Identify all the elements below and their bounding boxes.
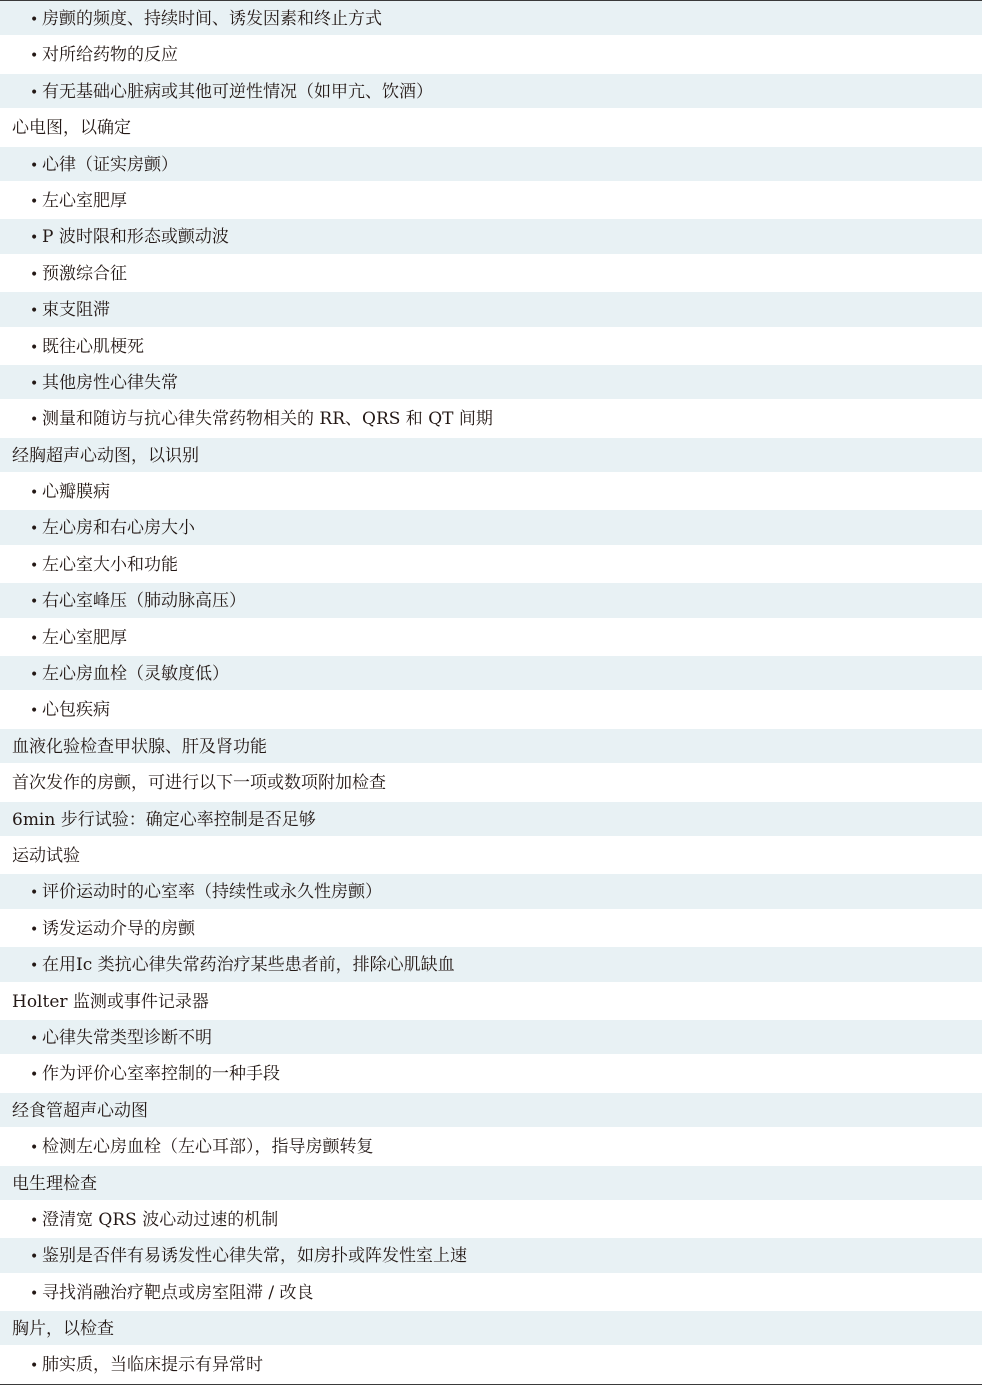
section-heading-row bbox=[0, 1093, 982, 1129]
row-text: 诱发运动介导的房颤 bbox=[42, 918, 195, 939]
row-text: 电生理检查 bbox=[12, 1173, 97, 1194]
section-heading-row bbox=[0, 1311, 982, 1347]
row-text: 寻找消融治疗靶点或房室阻滞 / 改良 bbox=[42, 1282, 314, 1303]
row-text: 运动试验 bbox=[12, 845, 80, 866]
bullet-item-row bbox=[0, 147, 982, 183]
bullet-icon: • bbox=[30, 303, 39, 320]
bullet-icon: • bbox=[30, 1358, 39, 1375]
bullet-item-row bbox=[0, 947, 982, 983]
bullet-item-row bbox=[0, 1202, 982, 1238]
section-heading-row bbox=[0, 438, 982, 474]
bullet-icon: • bbox=[30, 1067, 39, 1084]
row-text: 心电图，以确定 bbox=[12, 118, 131, 139]
bullet-icon: • bbox=[30, 48, 39, 65]
row-text: 检测左心房血栓（左心耳部），指导房颤转复 bbox=[42, 1137, 374, 1158]
section-heading-row bbox=[0, 1166, 982, 1202]
bullet-item-row bbox=[0, 1347, 982, 1383]
bullet-item-row bbox=[0, 1020, 982, 1056]
row-text: 测量和随访与抗心律失常药物相关的 RR、QRS 和 QT 间期 bbox=[42, 409, 493, 430]
row-text: 左心室肥厚 bbox=[42, 190, 127, 211]
row-text: 首次发作的房颤，可进行以下一项或数项附加检查 bbox=[12, 773, 386, 794]
bullet-item-row bbox=[0, 292, 982, 328]
row-text: 左心房血栓（灵敏度低） bbox=[42, 664, 229, 685]
bullet-item-row bbox=[0, 219, 982, 255]
bullet-item-row bbox=[0, 74, 982, 110]
bullet-item-row bbox=[0, 620, 982, 656]
row-text: 心包疾病 bbox=[42, 700, 110, 721]
row-text: 经食管超声心动图 bbox=[12, 1100, 148, 1121]
row-text: 胸片，以检查 bbox=[12, 1319, 114, 1340]
bullet-item-row bbox=[0, 256, 982, 292]
section-heading-row bbox=[0, 984, 982, 1020]
bullet-icon: • bbox=[30, 157, 39, 174]
row-text: 肺实质，当临床提示有异常时 bbox=[42, 1355, 263, 1376]
bullet-icon: • bbox=[30, 557, 39, 574]
row-text: 作为评价心室率控制的一种手段 bbox=[42, 1064, 280, 1085]
bullet-icon: • bbox=[30, 594, 39, 611]
bullet-item-row bbox=[0, 474, 982, 510]
row-text: 对所给药物的反应 bbox=[42, 45, 178, 66]
row-text: 预激综合征 bbox=[42, 263, 127, 284]
bullet-icon: • bbox=[30, 412, 39, 429]
bullet-item-row bbox=[0, 183, 982, 219]
bullet-item-row bbox=[0, 329, 982, 365]
bullet-icon: • bbox=[30, 521, 39, 538]
section-heading-row bbox=[0, 838, 982, 874]
row-text: 左心室大小和功能 bbox=[42, 554, 178, 575]
bullet-item-row bbox=[0, 583, 982, 619]
bullet-icon: • bbox=[30, 193, 39, 210]
bullet-icon: • bbox=[30, 485, 39, 502]
bullet-icon: • bbox=[30, 84, 39, 101]
bullet-item-row bbox=[0, 1238, 982, 1274]
bullet-icon: • bbox=[30, 1030, 39, 1047]
row-text: 右心室峰压（肺动脉高压） bbox=[42, 591, 246, 612]
row-text: 心瓣膜病 bbox=[42, 482, 110, 503]
bullet-icon: • bbox=[30, 1140, 39, 1157]
bullet-icon: • bbox=[30, 339, 39, 356]
row-text: 束支阻滞 bbox=[42, 300, 110, 321]
bullet-item-row bbox=[0, 1056, 982, 1092]
row-text: 在用Ⅰc 类抗心律失常药治疗某些患者前，排除心肌缺血 bbox=[42, 955, 455, 976]
row-text: Holter 监测或事件记录器 bbox=[12, 991, 209, 1012]
section-heading-row bbox=[0, 729, 982, 765]
row-text: 血液化验检查甲状腺、肝及肾功能 bbox=[12, 736, 267, 757]
row-text: P 波时限和形态或颤动波 bbox=[42, 227, 229, 248]
bullet-item-row bbox=[0, 547, 982, 583]
row-text: 鉴别是否伴有易诱发性心律失常，如房扑或阵发性室上速 bbox=[42, 1246, 467, 1267]
bullet-icon: • bbox=[30, 667, 39, 684]
bullet-item-row bbox=[0, 911, 982, 947]
row-text: 6min 步行试验：确定心率控制是否足够 bbox=[12, 809, 316, 830]
bullet-item-row bbox=[0, 1275, 982, 1311]
bullet-icon: • bbox=[30, 230, 39, 247]
bullet-icon: • bbox=[30, 958, 39, 975]
row-text: 有无基础心脏病或其他可逆性情况（如甲亢、饮酒） bbox=[42, 81, 433, 102]
row-text: 房颤的频度、持续时间、诱发因素和终止方式 bbox=[42, 9, 382, 29]
bullet-item-row bbox=[0, 656, 982, 692]
section-heading-row bbox=[0, 765, 982, 801]
row-text: 左心室肥厚 bbox=[42, 627, 127, 648]
bullet-icon: • bbox=[30, 885, 39, 902]
row-text: 心律失常类型诊断不明 bbox=[42, 1027, 212, 1048]
bullet-icon: • bbox=[30, 921, 39, 938]
bullet-icon: • bbox=[30, 1249, 39, 1266]
row-text: 经胸超声心动图，以识别 bbox=[12, 445, 199, 466]
bullet-icon: • bbox=[30, 1212, 39, 1229]
section-heading-row bbox=[0, 802, 982, 838]
bullet-icon: • bbox=[30, 703, 39, 720]
section-heading-row bbox=[0, 110, 982, 146]
bullet-item-row bbox=[0, 37, 982, 73]
bullet-item-row bbox=[0, 692, 982, 728]
bullet-icon: • bbox=[30, 1285, 39, 1302]
row-text: 心律（证实房颤） bbox=[42, 154, 178, 175]
row-text: 既往心肌梗死 bbox=[42, 336, 144, 357]
row-text: 左心房和右心房大小 bbox=[42, 518, 195, 539]
bullet-item-row bbox=[0, 1, 982, 37]
bullet-item-row bbox=[0, 510, 982, 546]
bullet-icon: • bbox=[30, 630, 39, 647]
bullet-icon: • bbox=[30, 375, 39, 392]
row-text: 澄清宽 QRS 波心动过速的机制 bbox=[42, 1209, 279, 1230]
bullet-item-row bbox=[0, 365, 982, 401]
bullet-item-row bbox=[0, 401, 982, 437]
row-text: 其他房性心律失常 bbox=[42, 372, 178, 393]
row-text: 评价运动时的心室率（持续性或永久性房颤） bbox=[42, 882, 382, 903]
bullet-icon: • bbox=[30, 266, 39, 283]
bullet-icon: • bbox=[30, 12, 39, 28]
bullet-item-row bbox=[0, 1129, 982, 1165]
bullet-item-row bbox=[0, 874, 982, 910]
